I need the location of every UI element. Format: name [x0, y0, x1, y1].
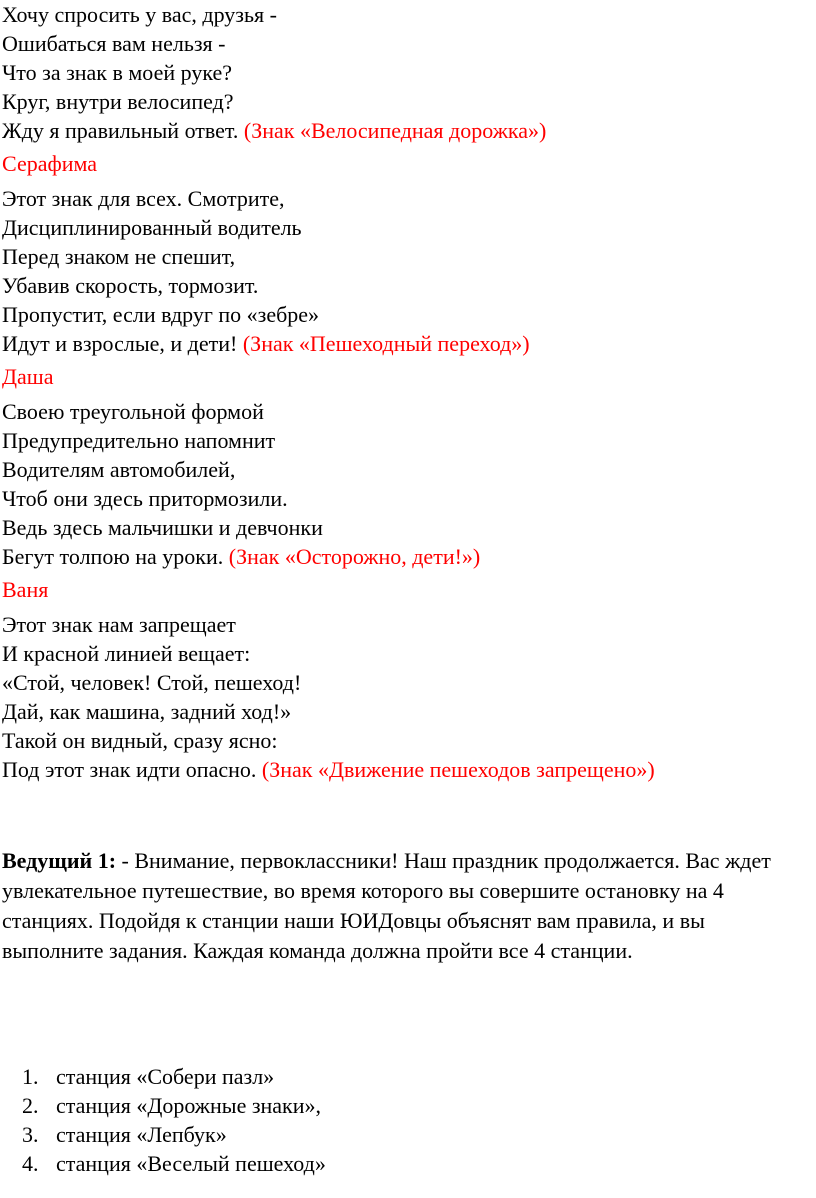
- poem-line: Ошибаться вам нельзя -: [2, 31, 226, 56]
- poem-line: [2, 329, 814, 358]
- poem-line: Своею треугольной формой: [2, 399, 264, 424]
- poem-line: Этот знак нам запрещает: [2, 612, 236, 637]
- list-item: [22, 1149, 326, 1178]
- poem-line-text: Под этот знак идти опасно.: [2, 757, 257, 782]
- poem-stanza-4: [2, 610, 814, 784]
- poem-line: Перед знаком не спешит,: [2, 244, 236, 269]
- list-number: 4.: [22, 1151, 39, 1176]
- station-text: станция «Веселый пешеход»: [56, 1151, 326, 1176]
- list-item: [22, 1120, 326, 1149]
- poem-line-text: Бегут толпою на уроки.: [2, 544, 224, 569]
- poem-stanza-2: [2, 184, 814, 358]
- poem-line: Этот знак для всех. Смотрите,: [2, 186, 285, 211]
- host-text: - Внимание, первоклассники! Наш праздник продолжается. Вас ждет увлекательное путешествие, во время которого вы совершите остановку на 4 станциях. Подойдя к станции наши ЮИДовцы объяснят вам правила, и вы выполните задания. Каждая команда должна пройти все 4 станции.: [2, 848, 771, 963]
- poem-line-text: Жду я правильный ответ.: [2, 118, 239, 143]
- poem-line: Водителям автомобилей,: [2, 457, 236, 482]
- poem-line: Убавив скорость, тормозит.: [2, 273, 259, 298]
- poem-line: [2, 116, 814, 145]
- list-item: [22, 1091, 326, 1120]
- list-number: 2.: [22, 1093, 39, 1118]
- stations-list: [22, 1062, 326, 1178]
- station-text: станция «Лепбук»: [56, 1122, 227, 1147]
- list-item: [22, 1062, 326, 1091]
- speaker-name: Даша: [2, 364, 54, 389]
- poem-line: Чтоб они здесь притормозили.: [2, 486, 288, 511]
- document-page: [2, 0, 814, 963]
- host-paragraph: [2, 846, 810, 966]
- poem-line: Пропустит, если вдруг по «зебре»: [2, 302, 320, 327]
- speaker-name: Серафима: [2, 151, 98, 176]
- poem-line: [2, 542, 814, 571]
- sign-answer: (Знак «Осторожно, дети!»): [228, 544, 481, 569]
- poem-line: Предупредительно напомнит: [2, 428, 276, 453]
- poem-line: «Стой, человек! Стой, пешеход!: [2, 670, 302, 695]
- sign-answer: (Знак «Велосипедная дорожка»): [243, 118, 547, 143]
- sign-answer: (Знак «Пешеходный переход»): [242, 331, 530, 356]
- station-text: станция «Дорожные знаки»,: [56, 1093, 322, 1118]
- poem-stanza-1: [2, 0, 814, 145]
- poem-line: [2, 755, 814, 784]
- station-text: станция «Собери пазл»: [56, 1064, 275, 1089]
- poem-line: Такой он видный, сразу ясно:: [2, 728, 278, 753]
- poem-line: Хочу спросить у вас, друзья -: [2, 2, 277, 27]
- poem-line: Дай, как машина, задний ход!»: [2, 699, 292, 724]
- list-number: 1.: [22, 1064, 39, 1089]
- poem-line: Ведь здесь мальчишки и девчонки: [2, 515, 323, 540]
- poem-line: И красной линией вещает:: [2, 641, 251, 666]
- poem-line-text: Идут и взрослые, и дети!: [2, 331, 238, 356]
- speaker-name: Ваня: [2, 577, 49, 602]
- list-number: 3.: [22, 1122, 39, 1147]
- poem-line: Круг, внутри велосипед?: [2, 89, 234, 114]
- poem-line: Что за знак в моей руке?: [2, 60, 232, 85]
- sign-answer: (Знак «Движение пешеходов запрещено»): [261, 757, 655, 782]
- poem-stanza-3: [2, 397, 814, 571]
- poem-line: Дисциплинированный водитель: [2, 215, 302, 240]
- host-label: Ведущий 1:: [2, 848, 117, 873]
